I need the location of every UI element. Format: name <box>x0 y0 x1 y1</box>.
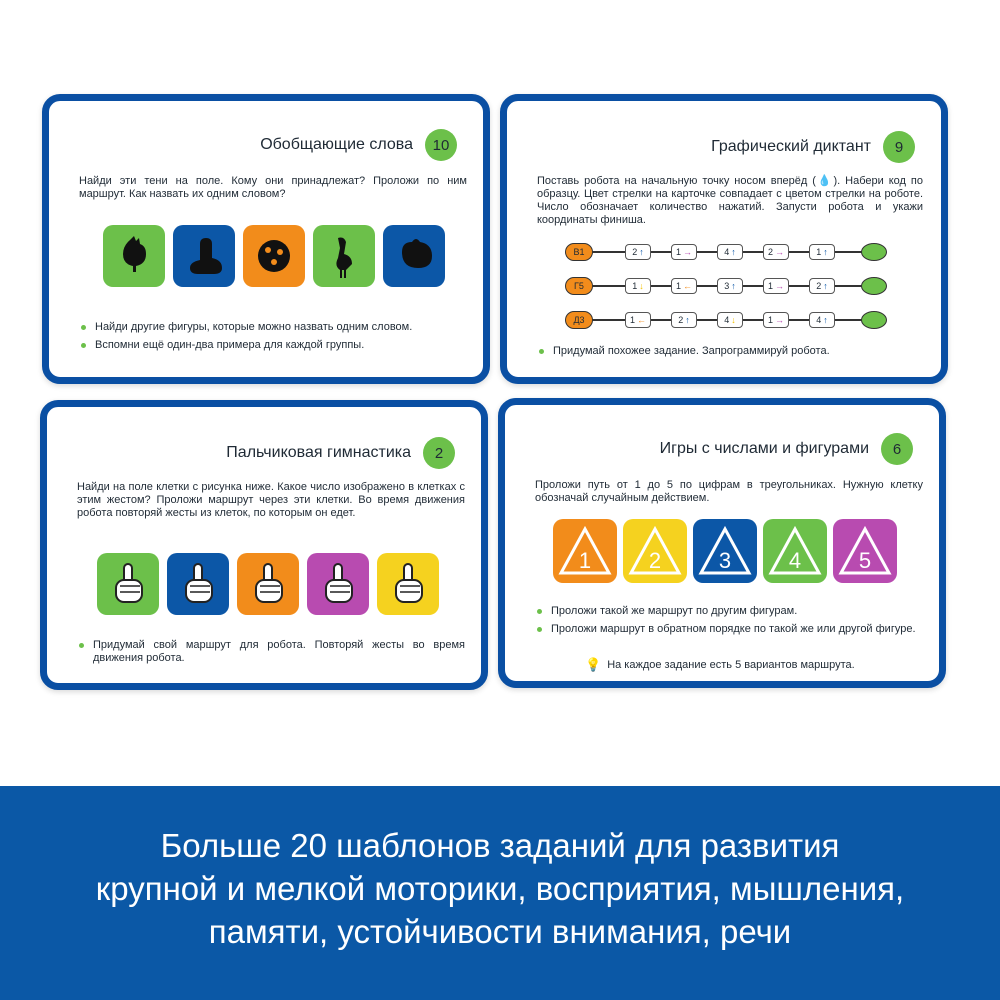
peacock-silhouette-icon <box>250 232 298 280</box>
step-count: 1 <box>632 281 638 291</box>
code-step <box>763 312 789 328</box>
triangle-tile <box>693 519 757 583</box>
triangle-tile <box>833 519 897 583</box>
code-step <box>763 278 789 294</box>
finish-point <box>861 243 887 261</box>
card-bullet: Проложи такой же маршрут по другим фигурам. <box>535 605 923 618</box>
arrow-icon: ← <box>683 281 692 291</box>
triangle-number: 1 <box>578 548 592 573</box>
card-number-badge: 9 <box>883 131 915 163</box>
card-header <box>260 129 457 161</box>
footer-caption <box>20 824 980 953</box>
silhouette-tile <box>383 225 445 287</box>
arrow-icon: → <box>683 247 692 257</box>
arrow-icon: ← <box>637 315 646 325</box>
triangle-icon <box>837 525 893 577</box>
card-intro-text: Поставь робота на начальную точку носом вперёд (💧). Набери код по образцу. Цвет стрелки на карточке совпадает с цветом стрелки на роботе. Число обозначает количество нажатий. Запусти робота и укажи координаты финиша. <box>537 175 923 226</box>
code-step <box>671 244 697 260</box>
card-number-badge: 6 <box>881 433 913 465</box>
card-header <box>226 437 455 469</box>
goose-silhouette-icon <box>180 232 228 280</box>
step-count: 2 <box>767 247 773 257</box>
triangle-number: 2 <box>648 548 662 573</box>
card-number-badge: 2 <box>423 437 455 469</box>
gesture-tile <box>307 553 369 615</box>
hand-gesture-three-icon <box>248 562 288 606</box>
triangle-icon <box>557 525 613 577</box>
start-point: Г5 <box>565 277 593 295</box>
card-title: Обобщающие слова <box>260 136 413 153</box>
gesture-tile <box>167 553 229 615</box>
arrow-icon: → <box>775 315 784 325</box>
card-number-badge: 10 <box>425 129 457 161</box>
triangle-icon <box>627 525 683 577</box>
arrow-icon: ↓ <box>731 315 736 325</box>
step-count: 1 <box>629 315 635 325</box>
silhouette-tile <box>243 225 305 287</box>
silhouette-tile <box>313 225 375 287</box>
step-count: 2 <box>678 315 684 325</box>
step-count: 3 <box>724 281 730 291</box>
finish-point <box>861 311 887 329</box>
silhouette-tile <box>103 225 165 287</box>
silhouette-tile <box>173 225 235 287</box>
start-point: Д3 <box>565 311 593 329</box>
code-step <box>763 244 789 260</box>
card-intro-text: Найди на поле клетки с рисунка ниже. Какое число изображено в клетках с этим жестом? Проложи маршрут через эти клетки. Во время движения робота повторяй жесты из клеток, по которым он едет. <box>77 481 465 519</box>
card-title: Пальчиковая гимнастика <box>226 444 411 461</box>
gesture-tile <box>97 553 159 615</box>
tip-line <box>585 657 855 673</box>
arrow-icon: → <box>775 281 784 291</box>
card-header <box>660 433 913 465</box>
card-finger-gymnastics <box>40 400 488 690</box>
footer-line: памяти, устойчивости внимания, речи <box>208 913 792 950</box>
code-step <box>671 312 697 328</box>
card-title: Игры с числами и фигурами <box>659 440 869 457</box>
code-step <box>625 312 651 328</box>
hand-gesture-one-icon <box>178 562 218 606</box>
finish-point <box>861 277 887 295</box>
code-step <box>671 278 697 294</box>
code-step <box>809 312 835 328</box>
card-generalizing-words <box>42 94 490 384</box>
card-title: Графический диктант <box>711 138 871 155</box>
code-step <box>717 278 743 294</box>
arrow-icon: → <box>775 247 784 257</box>
card-numbers-and-shapes <box>498 398 946 688</box>
arrow-icon: ↑ <box>685 315 690 325</box>
card-bullet: Вспомни ещё один-два примера для каждой группы. <box>79 339 459 352</box>
footer-line: крупной и мелкой моторики, восприятия, мышления, <box>95 870 905 907</box>
footer-line: Больше 20 шаблонов заданий для развития <box>160 827 840 864</box>
card-bullet: Найди другие фигуры, которые можно назвать одним словом. <box>79 321 459 334</box>
step-count: 4 <box>724 247 730 257</box>
hand-gesture-one-icon <box>318 562 358 606</box>
triangle-tile <box>623 519 687 583</box>
tip-text: На каждое задание есть 5 вариантов маршрута. <box>607 659 855 671</box>
step-count: 1 <box>675 247 681 257</box>
gesture-tile <box>377 553 439 615</box>
arrow-icon: ↑ <box>731 281 736 291</box>
arrow-icon: ↑ <box>823 281 828 291</box>
step-count: 2 <box>816 281 822 291</box>
step-count: 2 <box>632 247 638 257</box>
card-bullet: Придумай свой маршрут для робота. Повторяй жесты во время движения робота. <box>77 639 465 665</box>
step-count: 1 <box>767 315 773 325</box>
card-header <box>711 131 915 163</box>
card-intro-text: Проложи путь от 1 до 5 по цифрам в треугольниках. Нужную клетку обозначай случайным действием. <box>535 479 923 504</box>
hand-gesture-one-icon <box>108 562 148 606</box>
code-step <box>809 278 835 294</box>
arrow-icon: ↑ <box>731 247 736 257</box>
heron-silhouette-icon <box>320 232 368 280</box>
arrow-icon: ↑ <box>823 315 828 325</box>
code-step <box>717 312 743 328</box>
code-step <box>625 278 651 294</box>
start-point: В1 <box>565 243 593 261</box>
triangle-number: 5 <box>858 548 872 573</box>
triangle-icon <box>697 525 753 577</box>
hand-gesture-one-icon <box>388 562 428 606</box>
step-count: 1 <box>816 247 822 257</box>
step-count: 1 <box>675 281 681 291</box>
arrow-icon: ↓ <box>639 281 644 291</box>
card-bullet: Проложи маршрут в обратном порядке по такой же или другой фигуре. <box>535 623 923 636</box>
step-count: 1 <box>767 281 773 291</box>
card-graphic-dictation <box>500 94 948 384</box>
triangle-tile <box>553 519 617 583</box>
hen-silhouette-icon <box>390 232 438 280</box>
triangle-tile <box>763 519 827 583</box>
step-count: 4 <box>724 315 730 325</box>
step-count: 4 <box>816 315 822 325</box>
rooster-silhouette-icon <box>110 232 158 280</box>
arrow-icon: ↑ <box>639 247 644 257</box>
arrow-icon: ↑ <box>823 247 828 257</box>
gesture-tile <box>237 553 299 615</box>
card-intro-text: Найди эти тени на поле. Кому они принадлежат? Проложи по ним маршрут. Как назвать их одним словом? <box>79 175 467 200</box>
card-bullet: Придумай похожее задание. Запрограммируй робота. <box>537 345 917 358</box>
lightbulb-icon: 💡 <box>585 657 602 672</box>
triangle-number: 4 <box>788 548 802 573</box>
code-step <box>717 244 743 260</box>
triangle-number: 3 <box>718 548 732 573</box>
triangle-icon <box>767 525 823 577</box>
code-step <box>625 244 651 260</box>
code-step <box>809 244 835 260</box>
